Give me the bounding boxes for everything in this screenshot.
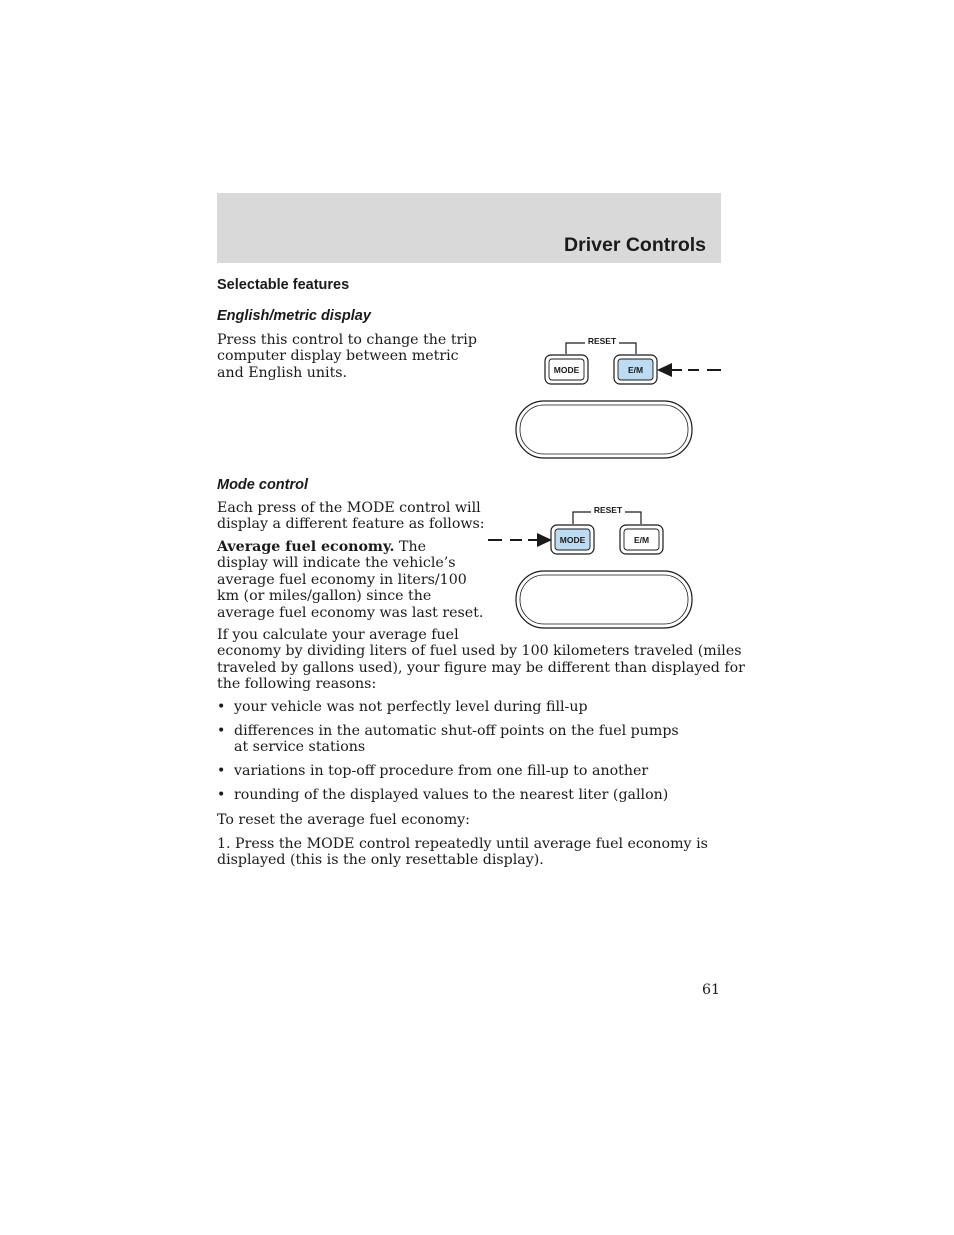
text-line: and English units.: [217, 364, 348, 381]
text-line: economy by dividing liters of fuel used by 100 kilometers traveled (miles: [217, 643, 742, 660]
arrow-left-icon: [657, 363, 721, 377]
list-item-text: your vehicle was not perfectly level during fill-up: [234, 699, 588, 715]
text-line: If you calculate your average fuel: [217, 627, 459, 643]
mode-button-label: MODE: [553, 365, 580, 375]
mode-button-label: MODE: [559, 535, 586, 545]
text-line: traveled by gallons used), your figure may be different than displayed for: [217, 659, 745, 676]
header-band: [217, 193, 721, 263]
text-line: display a different feature as follows:: [217, 516, 485, 533]
reasons-list: [217, 699, 727, 811]
list-item: [217, 787, 727, 803]
display-outer: [516, 571, 692, 628]
english-metric-body: [217, 332, 477, 381]
afe-paragraph: [217, 539, 483, 621]
text-line: km (or miles/gallon) since the: [217, 588, 432, 605]
calculation-paragraph: [217, 627, 745, 693]
reset-label: RESET: [587, 336, 617, 346]
text-line: Each press of the MODE control will: [217, 500, 481, 516]
text-line: displayed (this is the only resettable display).: [217, 852, 544, 869]
text-line: average fuel economy was last reset.: [217, 604, 484, 621]
bullet: •: [217, 763, 226, 780]
text-line: the following reasons:: [217, 676, 377, 693]
list-item: [217, 723, 696, 756]
em-button-figure: [485, 330, 725, 462]
page-number: 61: [701, 982, 720, 998]
bullet: •: [217, 723, 226, 739]
list-item-text: rounding of the displayed values to the nearest liter (gallon): [234, 787, 669, 804]
display-outer: [516, 401, 692, 458]
reset-label: RESET: [593, 505, 623, 515]
section-heading: Selectable features: [217, 277, 350, 293]
english-metric-heading: English/metric display: [217, 308, 371, 324]
reset-step-1: [217, 836, 708, 869]
mode-button-figure: [485, 500, 725, 632]
text-line: average fuel economy in liters/100: [217, 571, 467, 588]
mode-control-intro: [217, 500, 485, 533]
page-header-title: Driver Controls: [564, 234, 706, 256]
text-line: display will indicate the vehicle’s: [217, 555, 456, 572]
reset-intro: To reset the average fuel economy:: [217, 812, 470, 828]
list-item-text: variations in top-off procedure from one fill-up to another: [234, 763, 649, 780]
text-line: [217, 539, 483, 555]
bullet: •: [217, 699, 226, 715]
list-item-text: differences in the automatic shut-off points on the fuel pumps at service stations: [234, 723, 679, 756]
bullet: •: [217, 787, 226, 804]
text-line: Press this control to change the trip: [217, 332, 477, 348]
em-button-label: E/M: [627, 365, 644, 375]
list-item: [217, 699, 727, 715]
afe-text: The: [394, 539, 427, 555]
em-button-label: E/M: [633, 535, 650, 545]
mode-control-heading: Mode control: [217, 477, 309, 493]
arrow-right-icon: [488, 533, 552, 547]
text-line: computer display between metric: [217, 348, 459, 365]
afe-term: Average fuel economy.: [217, 539, 395, 555]
text-line: 1. Press the MODE control repeatedly until average fuel economy is: [217, 836, 708, 852]
list-item: [217, 763, 727, 779]
